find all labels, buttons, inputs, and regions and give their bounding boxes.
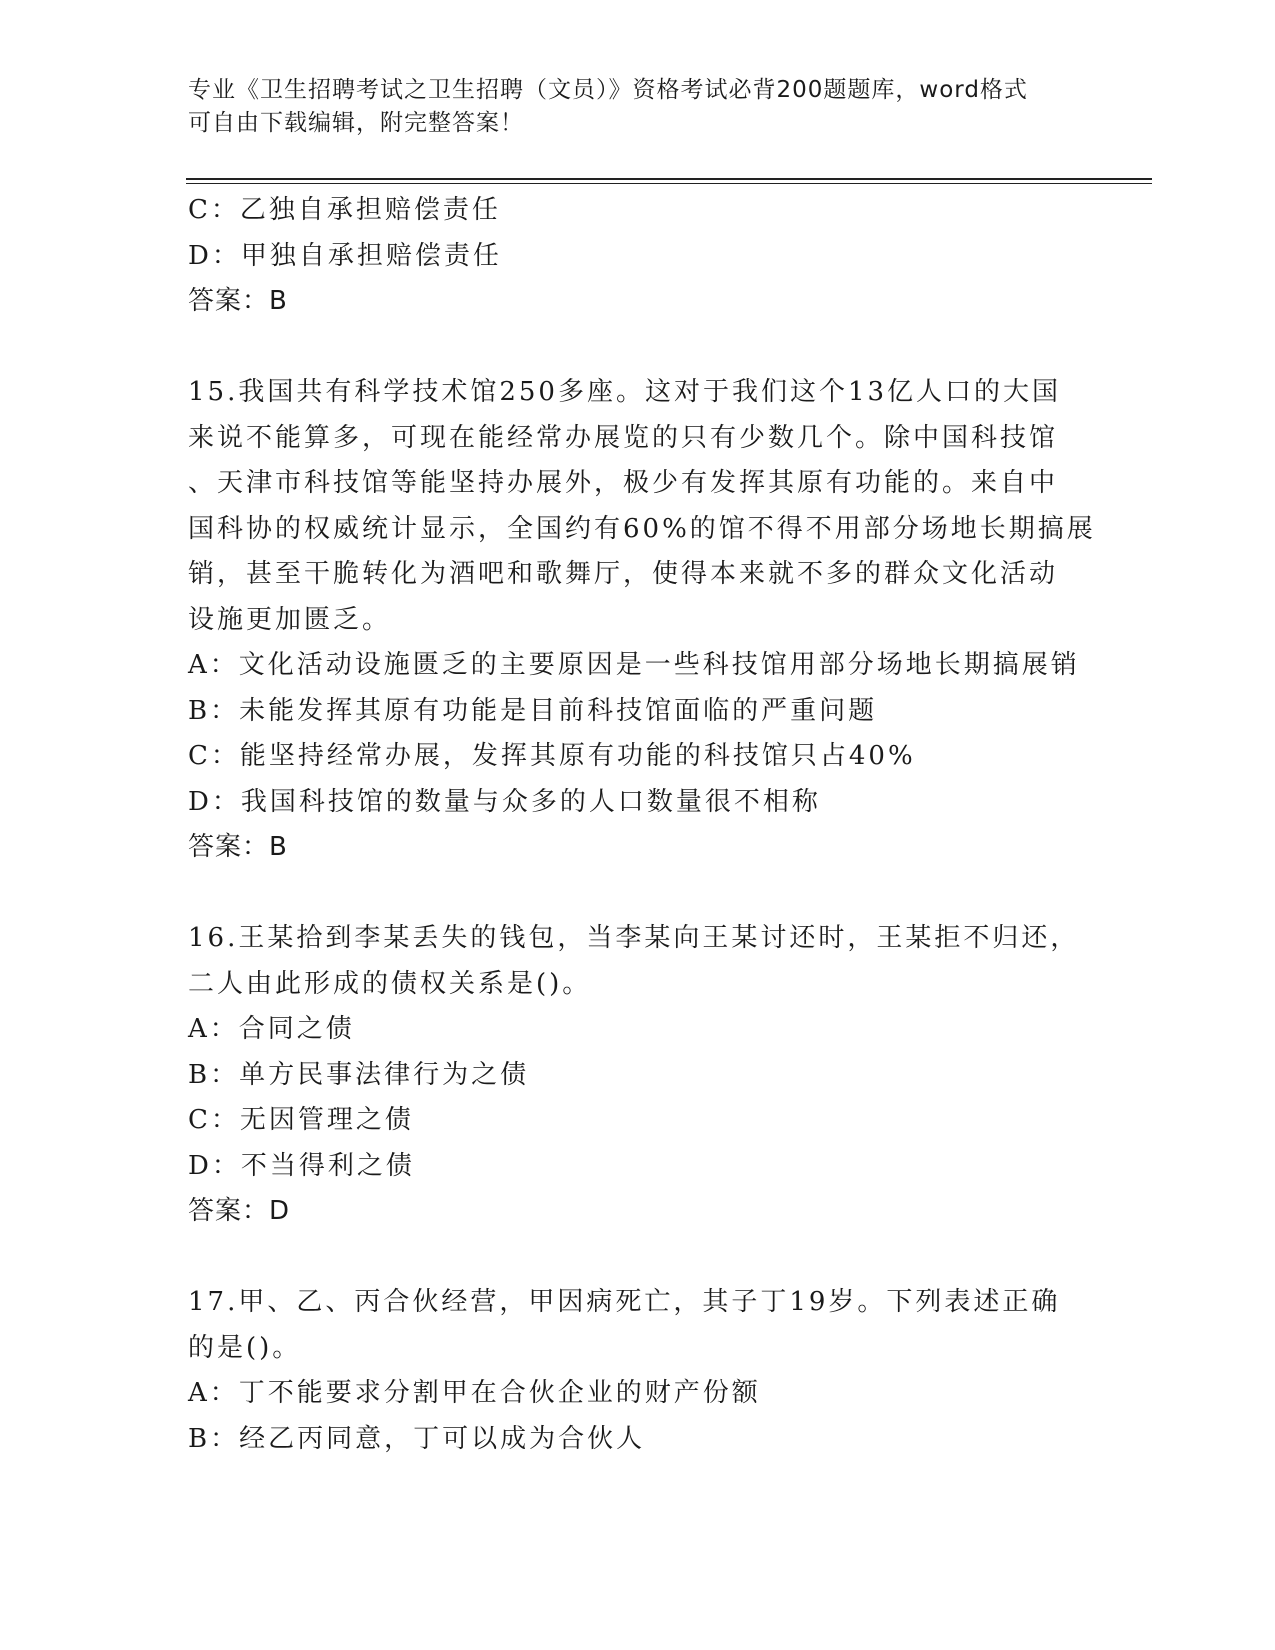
option-c: C：乙独自承担赔偿责任 <box>188 195 501 225</box>
option-a: A：丁不能要求分割甲在合伙企业的财产份额 <box>188 1378 761 1408</box>
document-body <box>188 188 1096 1462</box>
option-c: C：能坚持经常办展，发挥其原有功能的科技馆只占40% <box>188 741 916 771</box>
question-text-line: 来说不能算多，可现在能经常办展览的只有少数几个。除中国科技馆 <box>188 422 1059 453</box>
question-text-line: 17.甲、乙、丙合伙经营，甲因病死亡，其子丁19岁。下列表述正确 <box>188 1287 1061 1317</box>
answer: 答案：B <box>188 286 288 316</box>
header-line-1: 专业《卫生招聘考试之卫生招聘（文员）》资格考试必背200题题库，word格式 <box>188 77 1028 103</box>
question-17 <box>188 1280 1088 1462</box>
question-text-line: 设施更加匮乏。 <box>188 604 392 635</box>
header-rule-thick <box>186 178 1152 180</box>
spacer <box>188 871 1088 917</box>
header-line-2: 可自由下载编辑，附完整答案！ <box>188 110 524 136</box>
answer: 答案：B <box>188 832 288 862</box>
header-rule-thin <box>186 183 1152 184</box>
option-d: D：我国科技馆的数量与众多的人口数量很不相称 <box>188 786 821 817</box>
option-c: C：无因管理之债 <box>188 1105 414 1135</box>
question-text-line: 16.王某拾到李某丢失的钱包，当李某向王某讨还时，王某拒不归还， <box>188 923 1080 953</box>
question-16 <box>188 916 1088 1235</box>
option-d: D：甲独自承担赔偿责任 <box>188 240 502 271</box>
document-header <box>188 74 1088 140</box>
option-a: A：合同之债 <box>188 1014 355 1044</box>
question-15 <box>188 370 1096 871</box>
option-d: D：不当得利之债 <box>188 1150 415 1181</box>
option-a: A：文化活动设施匮乏的主要原因是一些科技馆用部分场地长期搞展销 <box>188 650 1080 680</box>
option-b: B：未能发挥其原有功能是目前科技馆面临的严重问题 <box>188 695 878 726</box>
spacer <box>188 1235 1088 1281</box>
option-b: B：经乙丙同意，丁可以成为合伙人 <box>188 1423 646 1454</box>
question-text-line: 国科协的权威统计显示，全国约有60%的馆不得不用部分场地长期搞展 <box>188 513 1096 544</box>
answer: 答案：D <box>188 1196 291 1226</box>
question-text-line: 、天津市科技馆等能坚持办展外，极少有发挥其原有功能的。来自中 <box>188 468 1059 498</box>
question-text-line: 15.我国共有科学技术馆250多座。这对于我们这个13亿人口的大国 <box>188 377 1062 407</box>
question-text-line: 二人由此形成的债权关系是()。 <box>188 968 592 999</box>
spacer <box>188 325 1088 371</box>
question-text-line: 的是()。 <box>188 1332 302 1363</box>
option-b: B：单方民事法律行为之债 <box>188 1059 530 1090</box>
question-14-tail <box>188 188 1088 325</box>
question-text-line: 销，甚至干脆转化为酒吧和歌舞厅，使得本来就不多的群众文化活动 <box>188 559 1059 589</box>
